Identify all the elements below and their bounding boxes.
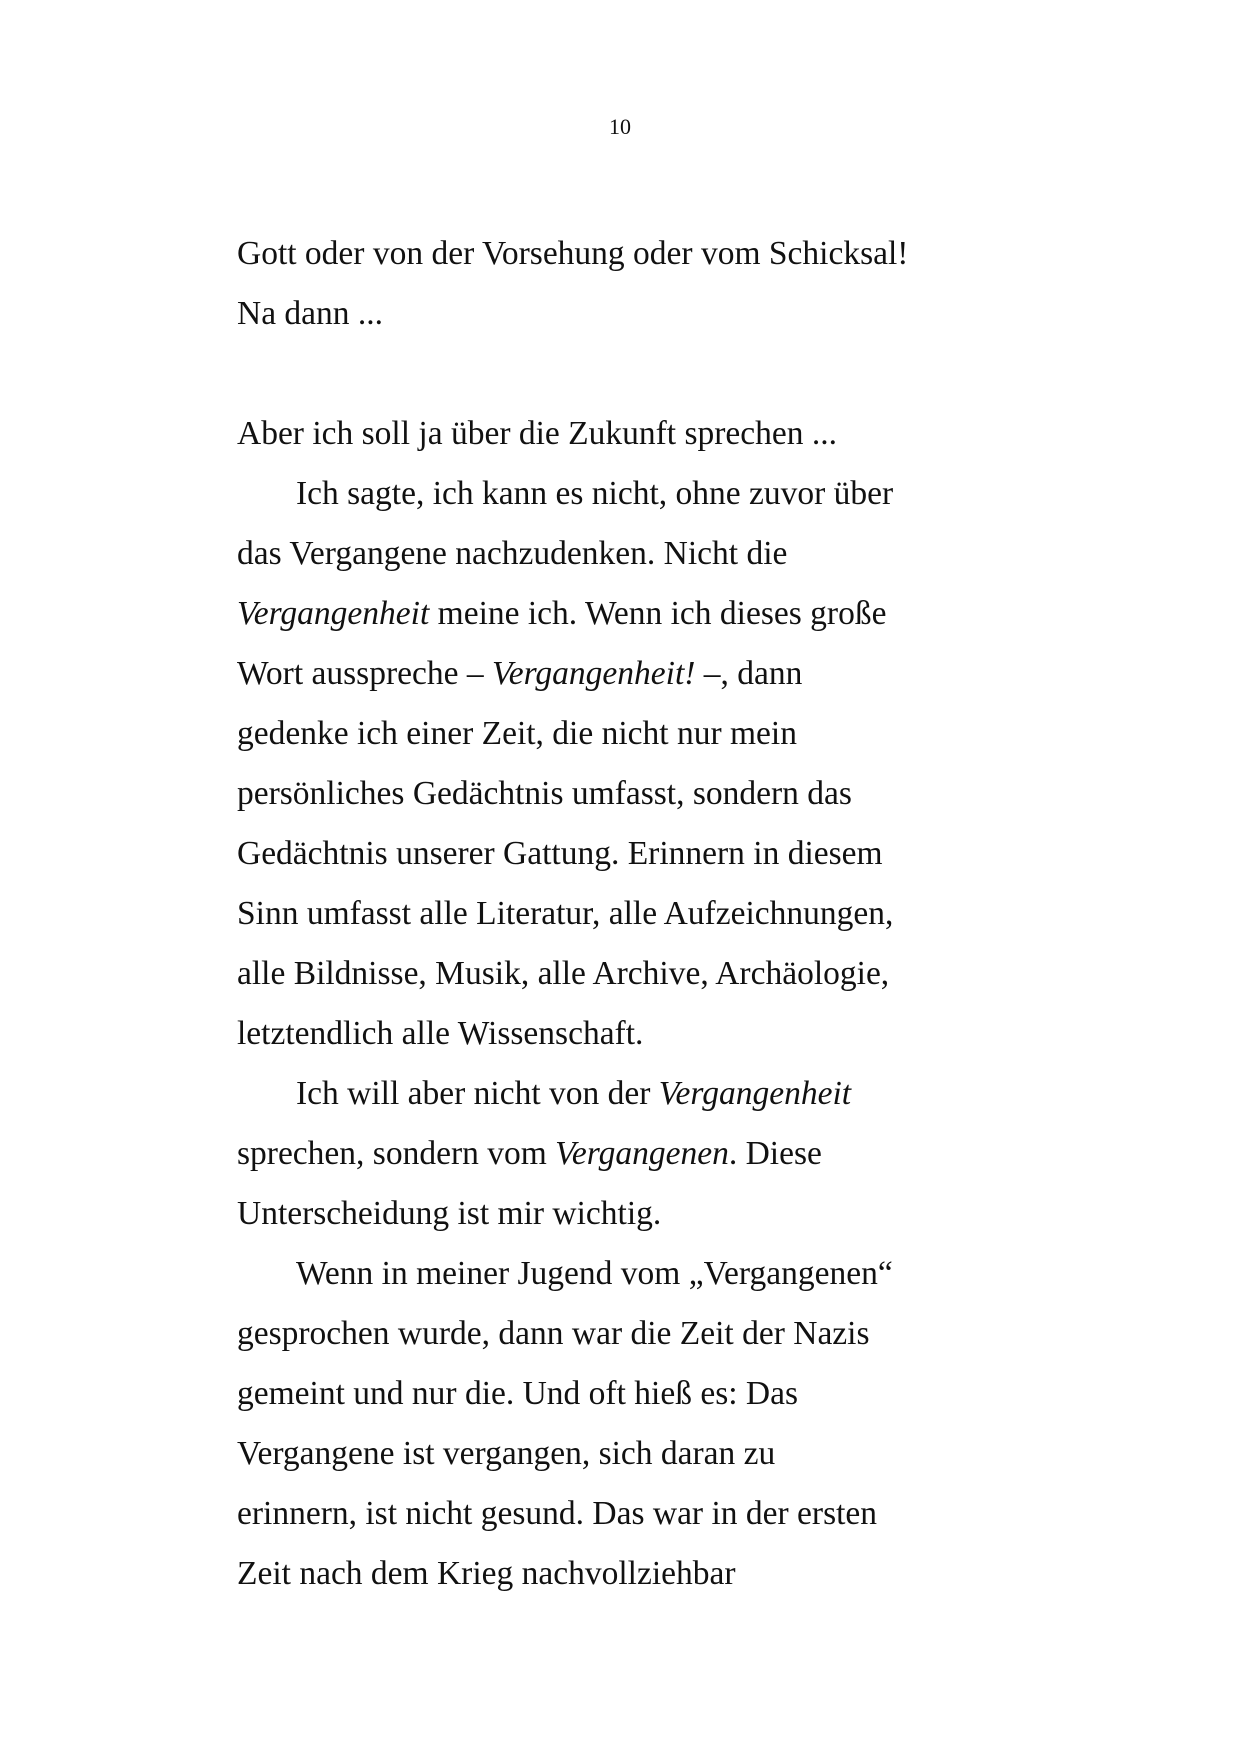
text-line: Aber ich soll ja über die Zukunft sprechen ...: [237, 415, 838, 452]
text-line: Gott oder von der Vorsehung oder vom Schicksal!: [237, 235, 909, 272]
line-text: . Diese: [728, 1135, 822, 1172]
italic-term: Vergangenheit: [658, 1075, 852, 1112]
text-line: alle Bildnisse, Musik, alle Archive, Archäologie,: [237, 955, 890, 992]
line-text: sprechen, sondern vom: [237, 1135, 556, 1172]
text-line: [237, 594, 886, 634]
text-line: Unterscheidung ist mir wichtig.: [237, 1195, 662, 1232]
text-line: Gedächtnis unserer Gattung. Erinnern in diesem: [237, 835, 883, 872]
text-line: erinnern, ist nicht gesund. Das war in der ersten: [237, 1495, 878, 1532]
text-line: das Vergangene nachzudenken. Nicht die: [237, 535, 788, 572]
text-line: gedenke ich einer Zeit, die nicht nur mein: [237, 715, 797, 752]
text-line: gemeint und nur die. Und oft hieß es: Das: [237, 1375, 799, 1412]
text-line: persönliches Gedächtnis umfasst, sondern das: [237, 775, 852, 812]
italic-term: Vergangenheit: [237, 595, 430, 632]
line-text: meine ich. Wenn ich dieses große: [429, 595, 887, 632]
text-line: Ich sagte, ich kann es nicht, ohne zuvor über: [296, 475, 894, 512]
text-line: Wenn in meiner Jugend vom „Vergangenen“: [296, 1255, 893, 1292]
page-number: 10: [609, 114, 631, 139]
text-line: Sinn umfasst alle Literatur, alle Aufzeichnungen,: [237, 895, 894, 932]
italic-term: Vergangenheit!: [491, 655, 696, 692]
text-line: [237, 1134, 822, 1174]
text-line: Zeit nach dem Krieg nachvollziehbar: [237, 1555, 736, 1592]
line-text: Wort ausspreche –: [237, 655, 492, 692]
italic-term: Vergangenen: [555, 1135, 729, 1172]
text-line: gesprochen wurde, dann war die Zeit der Nazis: [237, 1315, 870, 1352]
text-line: letztendlich alle Wissenschaft.: [237, 1015, 644, 1052]
text-line: Na dann ...: [237, 295, 384, 332]
text-line: [237, 1074, 851, 1114]
line-text: –, dann: [695, 655, 803, 692]
text-line: Vergangene ist vergangen, sich daran zu: [237, 1435, 776, 1472]
line-text: Ich will aber nicht von der: [296, 1075, 659, 1112]
text-line: [237, 654, 802, 694]
